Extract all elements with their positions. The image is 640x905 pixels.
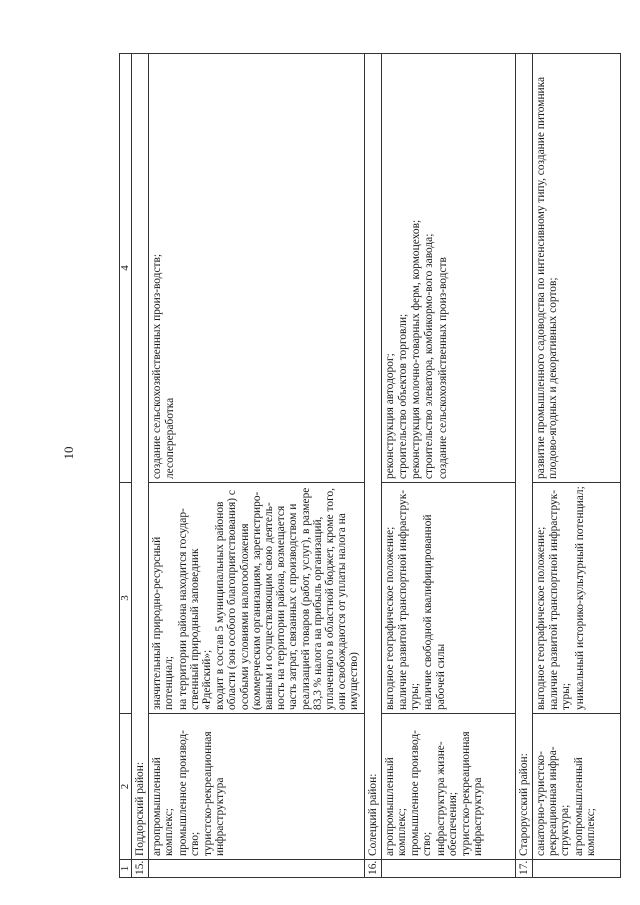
list-item: строительство объектов торговли; <box>397 313 410 479</box>
list-item: наличие развитой транспортной инфраструк-туры; <box>548 489 573 710</box>
advantages-cell <box>533 483 621 714</box>
col-header-1: 1 <box>120 860 132 878</box>
list-item: туристско-рекреационная инфраструктура <box>460 731 485 856</box>
col-header-2: 2 <box>120 714 132 860</box>
content-row-16 <box>381 54 515 878</box>
list-item: на территории района находится государ-ственный природный заповедник «Рдейский»; <box>176 508 214 710</box>
list-item: наличие развитой транспортной инфраструк-туры; <box>397 489 422 710</box>
list-item: лесопереработка <box>164 397 177 479</box>
projects-cell <box>381 54 515 483</box>
list-item: санаторно-туристско-рекреационная инфра-структура; <box>535 746 572 856</box>
list-item: создание сельскохозяйственных произ-водств; <box>151 253 164 479</box>
row-number: 16. <box>364 860 381 878</box>
content-row-15 <box>149 54 364 878</box>
industries-cell <box>381 714 515 860</box>
rotated-table-frame <box>119 54 597 878</box>
region-title: Поддорский район: <box>132 54 149 860</box>
projects-cell <box>149 54 364 483</box>
list-item: реконструкция молочно-товарных ферм, кормоцехов; <box>410 219 423 479</box>
header-row <box>120 54 132 878</box>
list-item: наличие свободной квалифицированной рабочей силы <box>422 514 447 710</box>
list-item: развитие промышленного садоводства по интенсивному типу, создание питомника плодово-ягодных и декоративных сортов; <box>535 76 560 479</box>
col-header-4: 4 <box>120 54 132 483</box>
industries-cell <box>533 714 621 860</box>
list-item: значительный природно-ресурсный потенциал; <box>151 536 176 710</box>
col-header-3: 3 <box>120 483 132 714</box>
projects-cell <box>533 54 621 483</box>
list-item: выгодное географическое положение; <box>535 526 548 710</box>
row-number: 17. <box>515 860 532 878</box>
region-title: Солецкий район: <box>364 54 381 860</box>
list-item: агропромышленный комплекс; <box>151 757 176 856</box>
list-item: агропромышленный комплекс; <box>383 757 409 856</box>
page-number: 10 <box>61 446 76 460</box>
list-item: создание сельскохозяйственных произ-водств <box>436 257 449 479</box>
list-item: реконструкция автодорог; <box>383 353 396 479</box>
content-row-17 <box>533 54 621 878</box>
list-item: строительство элеватора, комбикормо-вого завода; <box>423 233 436 479</box>
region-row-17 <box>515 54 532 878</box>
investment-table <box>119 53 621 878</box>
advantages-cell <box>149 483 364 714</box>
region-title: Старорусский район: <box>515 54 532 860</box>
advantages-cell <box>381 483 515 714</box>
industries-cell <box>149 714 364 860</box>
region-row-15 <box>132 54 149 878</box>
list-item: входит в состав 5 муниципальных районов области (зон особого благоприятствования) с особыми условиями налогообложения (коммерческим организациям, зарегистриро-ванным и осуществляющим свою деятель-ность на территории района, возмещается часть затрат, связанных с производством и реализацией товаров (работ, услуг), в размере 83,3 % налога на прибыль организаций, уплаченного в областной бюджет, кроме того, они освобождаются от уплаты налога на имущество) <box>214 487 361 710</box>
list-item: промышленное производ-ство; <box>409 730 434 856</box>
list-item: инфраструктура жизне-обеспечения; <box>434 741 459 856</box>
list-item: агропромышленный комплекс; <box>572 757 597 856</box>
list-item: выгодное географическое положение; <box>383 526 396 710</box>
list-item: туристско-рекреационная инфраструктура <box>202 731 227 856</box>
row-number: 15. <box>132 860 149 878</box>
list-item: уникальный историко-культурный потенциал; <box>573 486 586 710</box>
list-item: промышленное производ-ство; <box>176 730 201 856</box>
region-row-16 <box>364 54 381 878</box>
